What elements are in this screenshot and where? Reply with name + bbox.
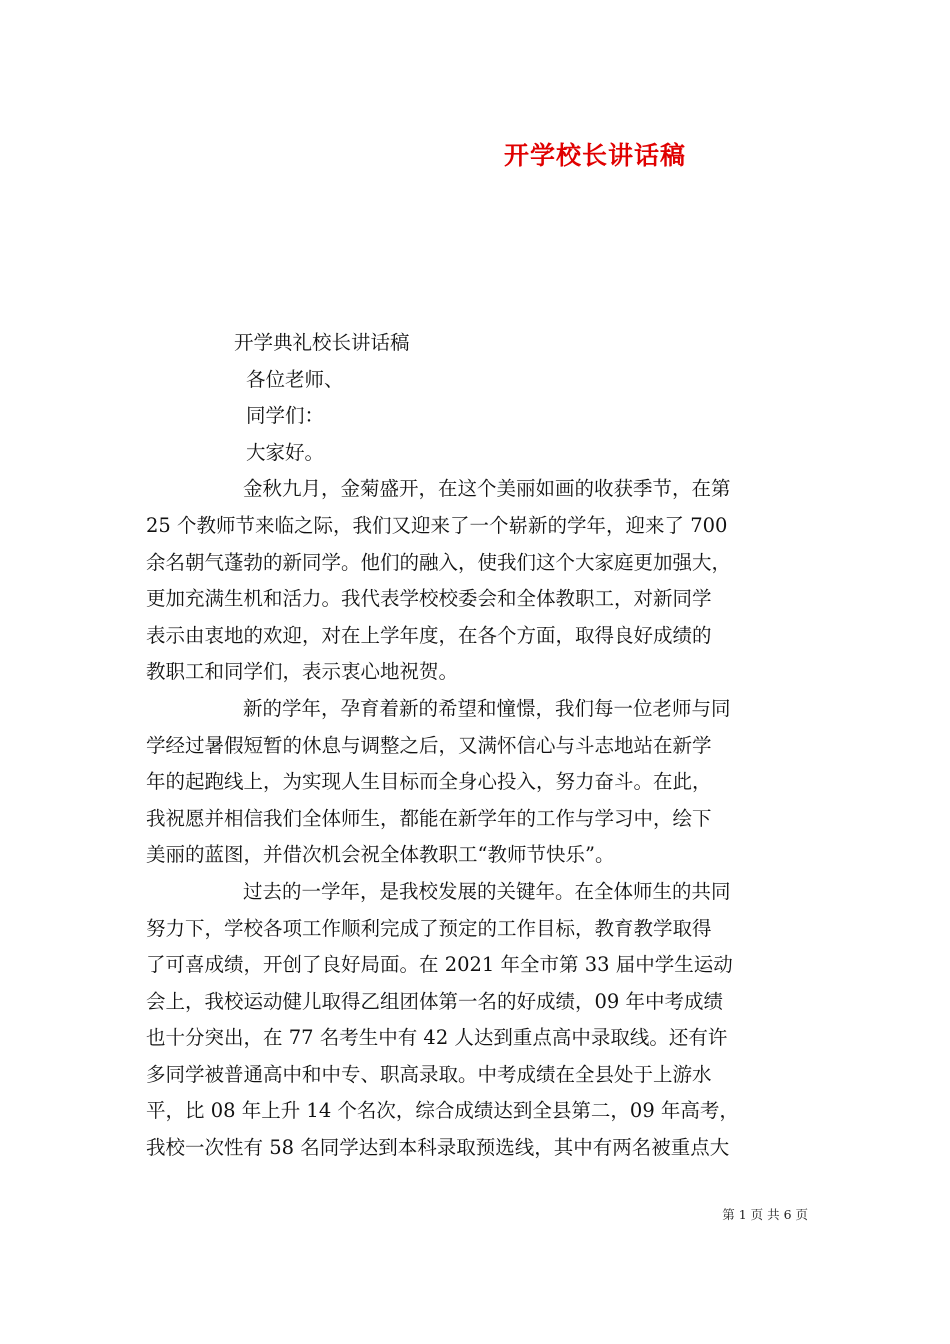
paragraph-1	[146, 471, 808, 691]
document-body	[146, 325, 808, 1167]
document-title: 开学校长讲话稿	[503, 141, 686, 170]
salutation-line: 同学们：	[246, 404, 325, 428]
text-line: 多同学被普通高中和中专、职高录取。中考成绩在全县处于上游水	[146, 1062, 712, 1086]
text-line: 我校一次性有 58 名同学达到本科录取预选线，其中有两名被重点大	[146, 1136, 730, 1160]
text-line: 会上，我校运动健儿取得乙组团体第一名的好成绩，09 年中考成绩	[146, 989, 724, 1013]
text-line: 新的学年，孕育着新的希望和憧憬，我们每一位老师与同	[243, 696, 731, 720]
text-line: 过去的一学年，是我校发展的关键年。在全体师生的共同	[243, 879, 731, 903]
text-line: 努力下，学校各项工作顺利完成了预定的工作目标，教育教学取得	[146, 916, 712, 940]
text-line: 美丽的蓝图，并借次机会祝全体教职工“教师节快乐”。	[146, 843, 615, 867]
speech-heading: 开学典礼校长讲话稿	[234, 331, 410, 354]
text-line: 金秋九月，金菊盛开，在这个美丽如画的收获季节，在第	[243, 477, 731, 501]
text-line: 平，比 08 年上升 14 个名次，综合成绩达到全县第二，09 年高考，	[146, 1099, 739, 1123]
text-line: 余名朝气蓬勃的新同学。他们的融入，使我们这个大家庭更加强大，	[146, 550, 732, 574]
text-line: 了可喜成绩，开创了良好局面。在 2021 年全市第 33 届中学生运动	[146, 953, 733, 977]
paragraph-2	[146, 691, 808, 874]
paragraph-3	[146, 874, 808, 1167]
text-line: 25 个教师节来临之际，我们又迎来了一个崭新的学年，迎来了 700	[146, 513, 728, 537]
salutation-line: 各位老师、	[246, 367, 344, 391]
text-line: 年的起跑线上，为实现人生目标而全身心投入，努力奋斗。在此，	[146, 770, 712, 794]
text-line: 表示由衷地的欢迎，对在上学年度，在各个方面，取得良好成绩的	[146, 623, 712, 647]
page-number: 第 1 页 共 6 页	[722, 1207, 808, 1222]
text-line: 更加充满生机和活力。我代表学校校委会和全体教职工，对新同学	[146, 587, 712, 611]
text-line: 学经过暑假短暂的休息与调整之后，又满怀信心与斗志地站在新学	[146, 733, 712, 757]
text-line: 我祝愿并相信我们全体师生，都能在新学年的工作与学习中，绘下	[146, 806, 712, 830]
text-line: 教职工和同学们，表示衷心地祝贺。	[146, 660, 459, 684]
salutation-line: 大家好。	[246, 440, 325, 464]
text-line: 也十分突出，在 77 名考生中有 42 人达到重点高中录取线。还有许	[146, 1026, 728, 1050]
